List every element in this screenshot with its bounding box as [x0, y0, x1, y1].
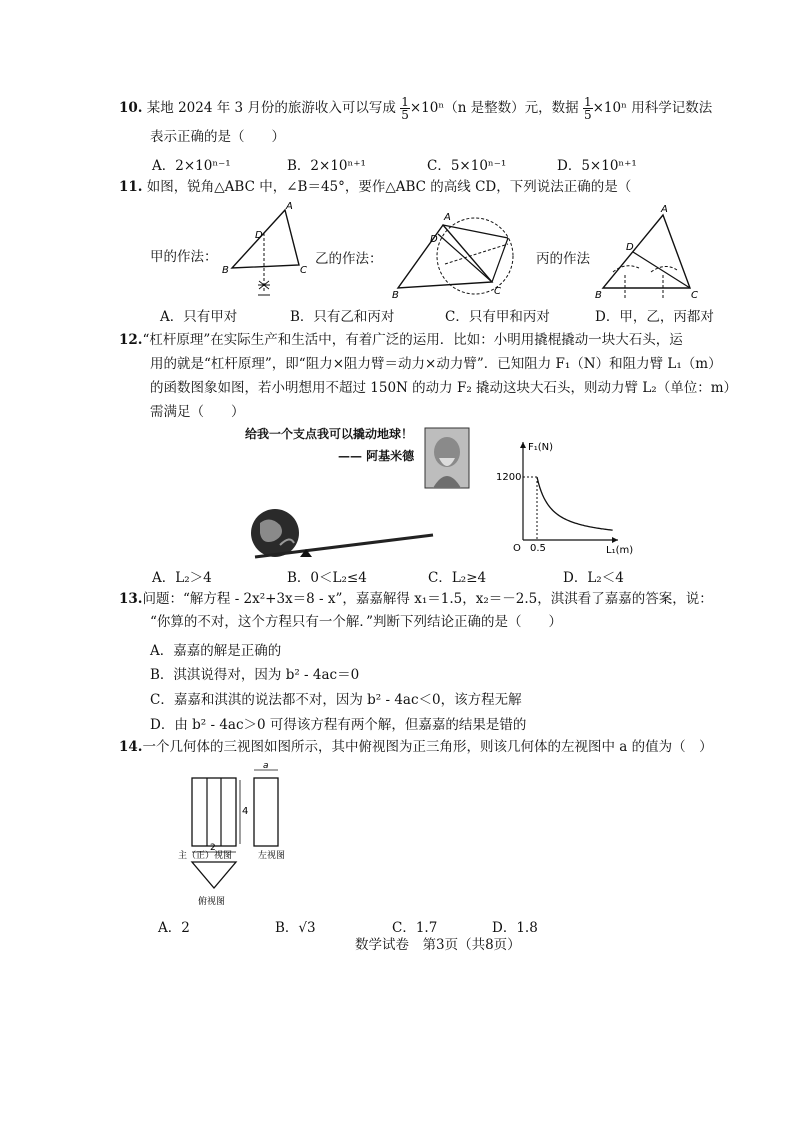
q10-option-a[interactable]: A．2×10ⁿ⁻¹ [152, 158, 231, 174]
q11-option-b[interactable]: B．只有乙和丙对 [290, 309, 395, 325]
q11-yi-figure [390, 200, 540, 300]
q14-option-a[interactable]: A．2 [158, 920, 190, 936]
q12-function-graph [496, 440, 634, 560]
q11-option-d[interactable]: D．甲，乙，丙都对 [595, 309, 714, 325]
archimedes-portrait-image [425, 428, 469, 488]
q12-option-c[interactable]: C．L₂≥4 [428, 570, 487, 586]
q10-option-b[interactable]: B．2×10ⁿ⁺¹ [287, 158, 366, 174]
left-view-label: 左视图 [258, 851, 286, 861]
q11-text: 如图，锐角△ABC 中，∠B＝45°，要作△ABC 的高线 CD，下列说法正确的是（ [146, 179, 645, 195]
q10-option-c[interactable]: C．5×10ⁿ⁻¹ [427, 158, 507, 174]
q11-bing-figure [595, 200, 705, 310]
q10-text-c: ×10ⁿ 用科学记数法 [592, 100, 713, 116]
q14-option-b[interactable]: B．√3 [275, 920, 316, 936]
q10-text-b: ×10ⁿ（n 是整数）元，数据 [409, 100, 579, 116]
graph-x-value: 0.5 [530, 543, 546, 554]
graph-y-value: 1200 [496, 472, 522, 483]
graph-origin: O [513, 543, 521, 554]
q13-option-a[interactable]: A．嘉嘉的解是正确的 [150, 643, 282, 659]
q13-text-1: 问题：“解方程 - 2x²+3x＝8 - x”，嘉嘉解得 x₁＝1.5，x₂＝－2.5，淇淇看了嘉嘉的答案，说： [142, 591, 713, 607]
jia-pt-b: B [222, 265, 229, 276]
q14-number: 14. [119, 739, 143, 755]
q12-author: —— 阿基米德 [338, 449, 415, 463]
q14-line1 [119, 738, 713, 756]
q13-line1 [119, 590, 713, 608]
q13-number: 13. [119, 591, 143, 607]
q13-line2: “你算的不对，这个方程只有一个解．”判断下列结论正确的是（ ） [150, 614, 563, 630]
frac-num: 1 [401, 95, 409, 109]
frac-den: 5 [583, 108, 592, 122]
q11-line1 [119, 178, 645, 196]
page-footer: 数学试卷 第3页（共8页） [355, 937, 521, 953]
q12-line4: 需满足（ ） [150, 404, 245, 420]
q12-option-b[interactable]: B．0＜L₂≤4 [287, 570, 367, 586]
q12-text-1: “杠杆原理”在实际生产和生活中，有着广泛的运用．比如：小明用撬棍撬动一块大石头，运 [142, 332, 683, 348]
yi-pt-c: C [494, 286, 501, 297]
q12-line2: 用的就是“杠杆原理”，即“阻力×阻力臂＝动力×动力臂”．已知阻力 F₁（N）和阻力臂 L₁（m） [150, 356, 722, 372]
q10-fraction-1 [400, 96, 410, 121]
q14-option-d[interactable]: D．1.8 [492, 920, 538, 936]
q14-three-views-figure [170, 762, 330, 912]
q12-option-d[interactable]: D．L₂＜4 [563, 570, 624, 586]
q11-option-a[interactable]: A．只有甲对 [160, 309, 238, 325]
q11-jia-label: 甲的作法： [150, 249, 218, 265]
bing-pt-d: D [626, 242, 634, 253]
q13-option-c[interactable]: C．嘉嘉和淇淇的说法都不对，因为 b² - 4ac＜0，该方程无解 [150, 692, 522, 708]
q11-jia-figure [222, 201, 322, 305]
q10-number: 10. [119, 100, 143, 116]
bing-pt-c: C [691, 290, 698, 301]
yi-pt-a: A [444, 212, 451, 223]
q11-number: 11. [119, 179, 143, 195]
q12-line1 [119, 331, 683, 349]
q13-option-d[interactable]: D．由 b² - 4ac＞0 可得该方程有两个解，但嘉嘉的结果是错的 [150, 717, 527, 733]
earth-lever-illustration [250, 505, 450, 565]
graph-y-label: F₁(N) [528, 442, 554, 453]
dim-4-label: 4 [242, 806, 249, 817]
yi-pt-b: B [392, 290, 399, 301]
frac-den: 5 [401, 108, 409, 122]
q10-text-a: 某地 2024 年 3 月份的旅游收入可以写成 [146, 100, 396, 116]
q10-line2: 表示正确的是（ ） [150, 129, 285, 145]
q12-option-a[interactable]: A．L₂＞4 [152, 570, 212, 586]
graph-x-label: L₁(m) [606, 545, 634, 556]
q12-number: 12. [119, 332, 143, 348]
dim-a-label: a [263, 761, 269, 771]
jia-pt-c: C [300, 265, 307, 276]
jia-pt-d: D [255, 230, 263, 241]
q11-bing-label: 丙的作法 [536, 251, 590, 267]
q10-line1 [119, 96, 712, 121]
bing-pt-a: A [661, 204, 668, 215]
q13-option-b[interactable]: B．淇淇说得对，因为 b² - 4ac＝0 [150, 667, 360, 683]
jia-pt-a: A [286, 201, 293, 212]
front-view-label: 主（正）视图 [178, 851, 233, 861]
q11-yi-label: 乙的作法： [315, 251, 383, 267]
q10-fraction-2 [583, 96, 593, 121]
dim-2-label: 2 [210, 843, 216, 853]
q14-text: 一个几何体的三视图如图所示，其中俯视图为正三角形，则该几何体的左视图中 a 的值为（ ） [142, 739, 713, 755]
q11-option-c[interactable]: C．只有甲和丙对 [445, 309, 550, 325]
frac-num: 1 [583, 95, 592, 109]
yi-pt-d: D [430, 234, 438, 245]
bing-pt-b: B [595, 290, 602, 301]
q12-line3: 的函数图象如图，若小明想用不超过 150N 的动力 F₂ 撬动这块大石头，则动力臂 L₂（单位：m） [150, 380, 737, 396]
top-view-label: 俯视图 [198, 897, 226, 907]
q10-option-d[interactable]: D．5×10ⁿ⁺¹ [557, 158, 637, 174]
q12-hyperbola-curve [537, 477, 613, 530]
q12-quote: 给我一个支点我可以撬动地球！ [245, 427, 414, 441]
q14-option-c[interactable]: C．1.7 [392, 920, 438, 936]
